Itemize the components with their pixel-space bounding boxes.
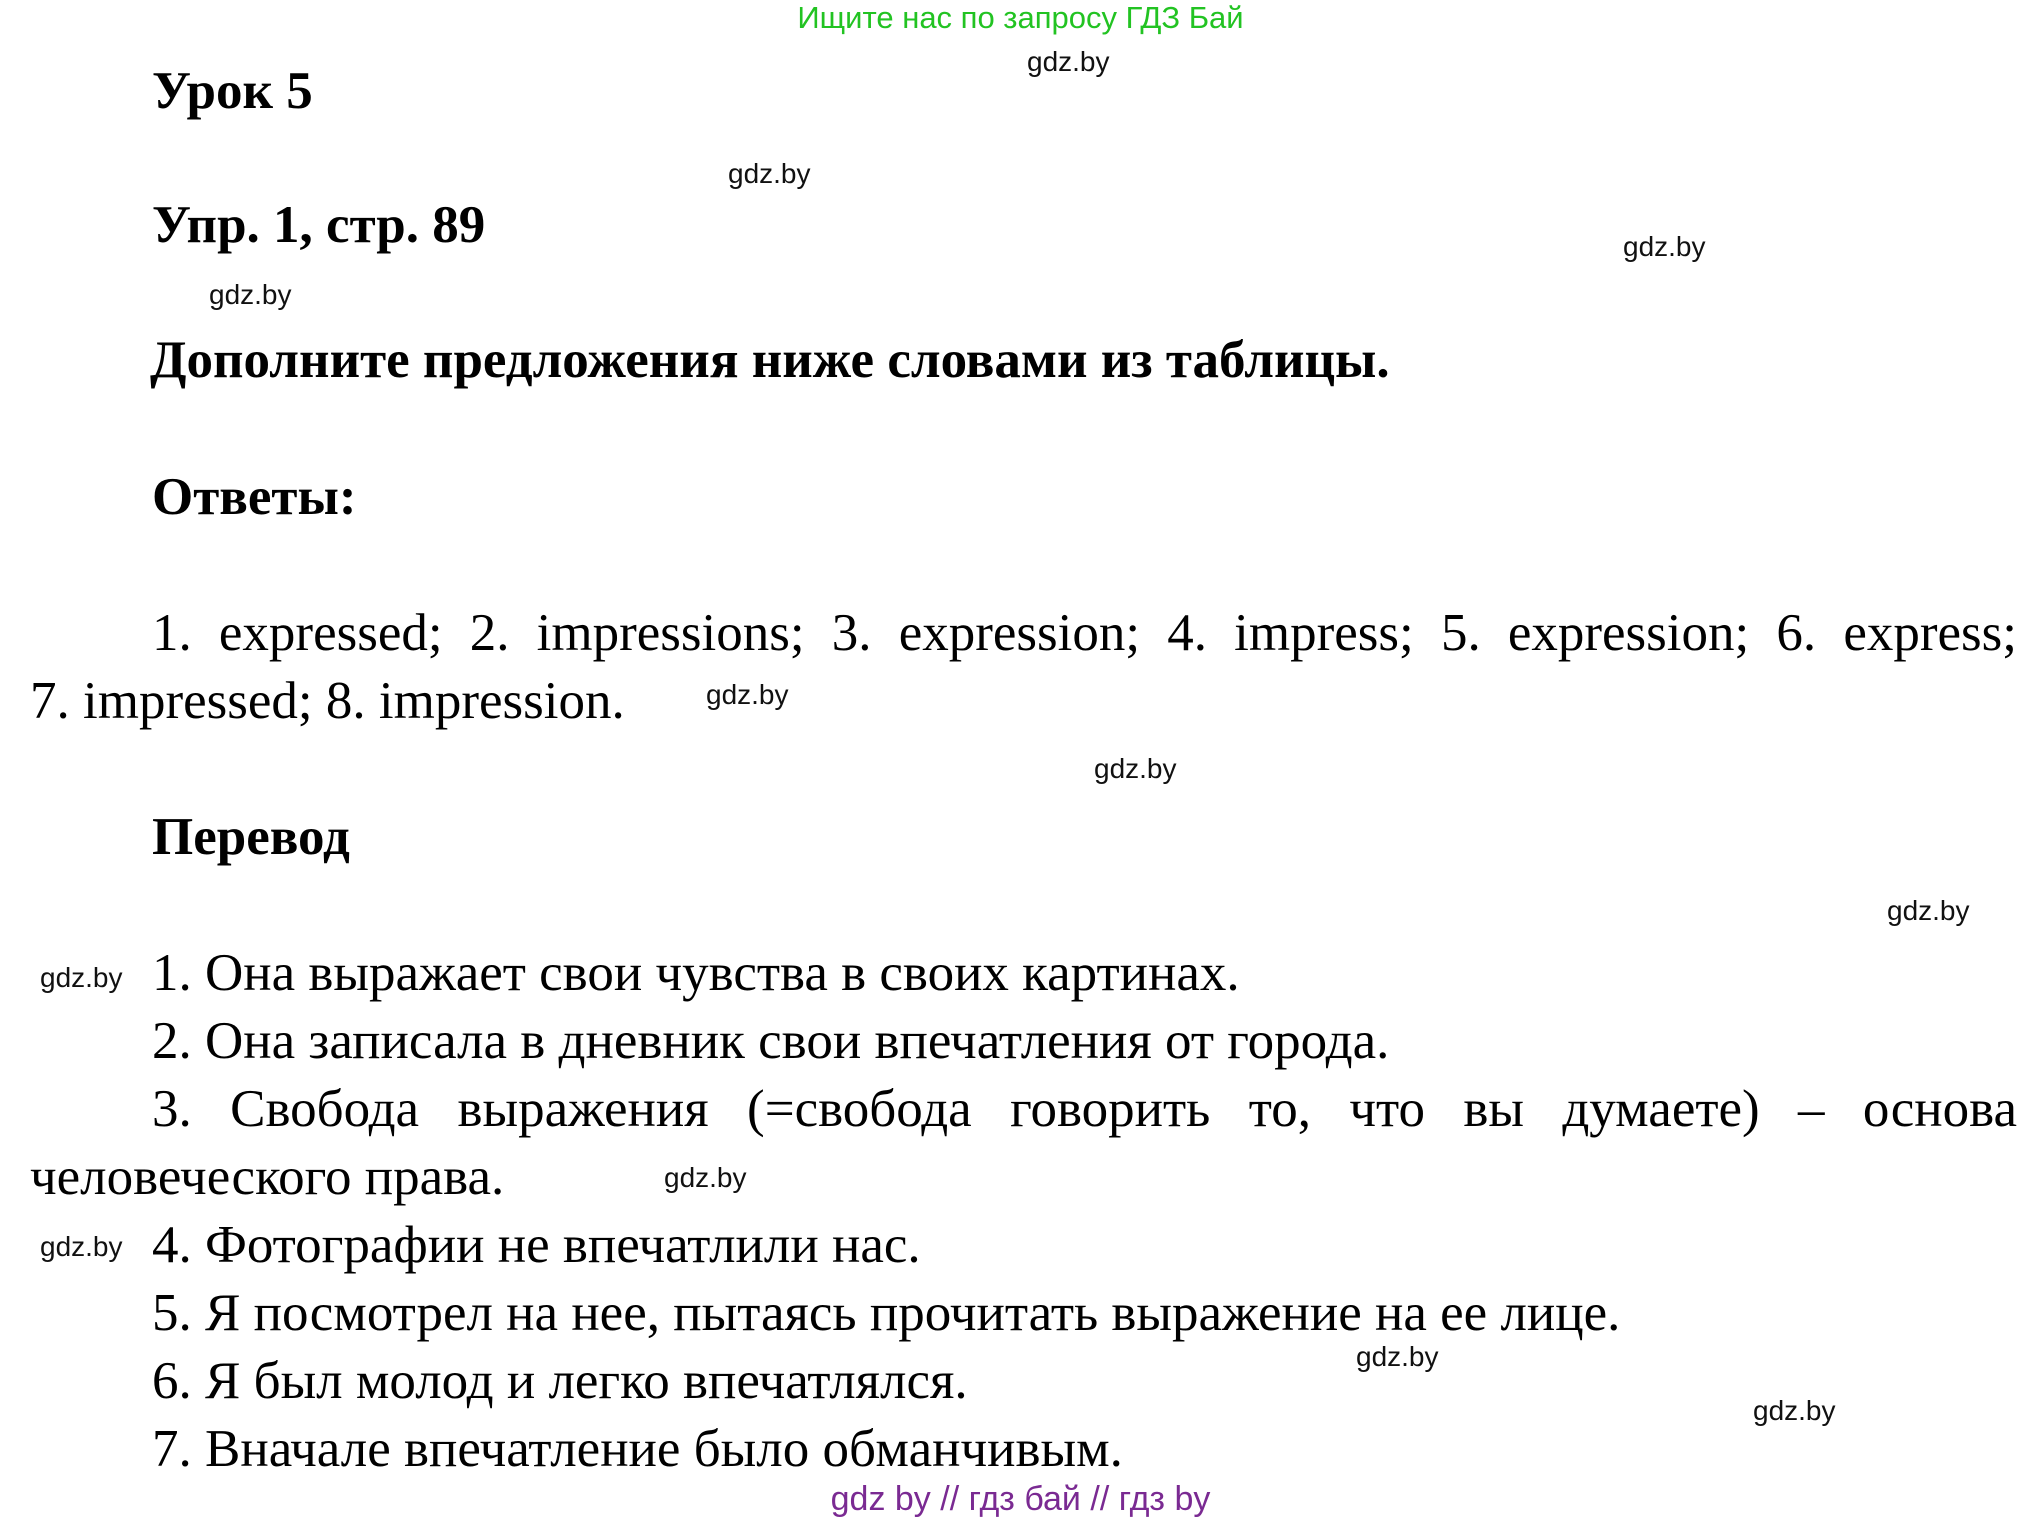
translation-line: 4. Фотографии не впечатлили нас. <box>152 1216 921 1274</box>
translation-line: 2. Она записала в дневник свои впечатления от города. <box>152 1012 1390 1070</box>
watermark: gdz.by <box>209 279 292 310</box>
answers-line-1: 1. expressed; 2. impressions; 3. expression; 4. impress; 5. expression; 6. express; <box>152 604 2017 662</box>
watermark: gdz.by <box>1094 753 1177 784</box>
watermark: gdz.by <box>706 679 789 710</box>
translation-heading: Перевод <box>152 808 350 866</box>
watermark: gdz.by <box>1356 1341 1439 1372</box>
translation-line: 7. Вначале впечатление было обманчивым. <box>152 1420 1123 1478</box>
exercise-title: Упр. 1, стр. 89 <box>152 196 486 254</box>
watermark: gdz.by <box>1623 231 1706 262</box>
watermark: gdz.by <box>728 158 811 189</box>
watermark: gdz.by <box>1887 895 1970 926</box>
search-banner: Ищите нас по запросу ГДЗ Бай <box>797 0 1244 35</box>
watermark: gdz.by <box>1753 1395 1836 1426</box>
answers-heading: Ответы: <box>152 468 357 526</box>
translation-line: 5. Я посмотрел на нее, пытаясь прочитать выражение на ее лице. <box>152 1284 1621 1342</box>
translation-line: человеческого права. <box>30 1148 505 1206</box>
answers-line-2: 7. impressed; 8. impression. <box>30 672 625 730</box>
task-text: Дополните предложения ниже словами из таблицы. <box>150 331 1390 389</box>
watermark: gdz.by <box>40 962 123 993</box>
watermark: gdz.by <box>664 1162 747 1193</box>
lesson-title: Урок 5 <box>152 62 313 120</box>
footer-watermark: gdz by // гдз бай // гдз by <box>830 1480 1211 1518</box>
translation-line: 6. Я был молод и легко впечатлялся. <box>152 1352 968 1410</box>
translation-line: 3. Свобода выражения (=свобода говорить то, что вы думаете) – основа <box>152 1080 2017 1138</box>
watermark: gdz.by <box>40 1231 123 1262</box>
translation-line: 1. Она выражает свои чувства в своих картинах. <box>152 944 1240 1002</box>
watermark: gdz.by <box>1027 46 1110 77</box>
